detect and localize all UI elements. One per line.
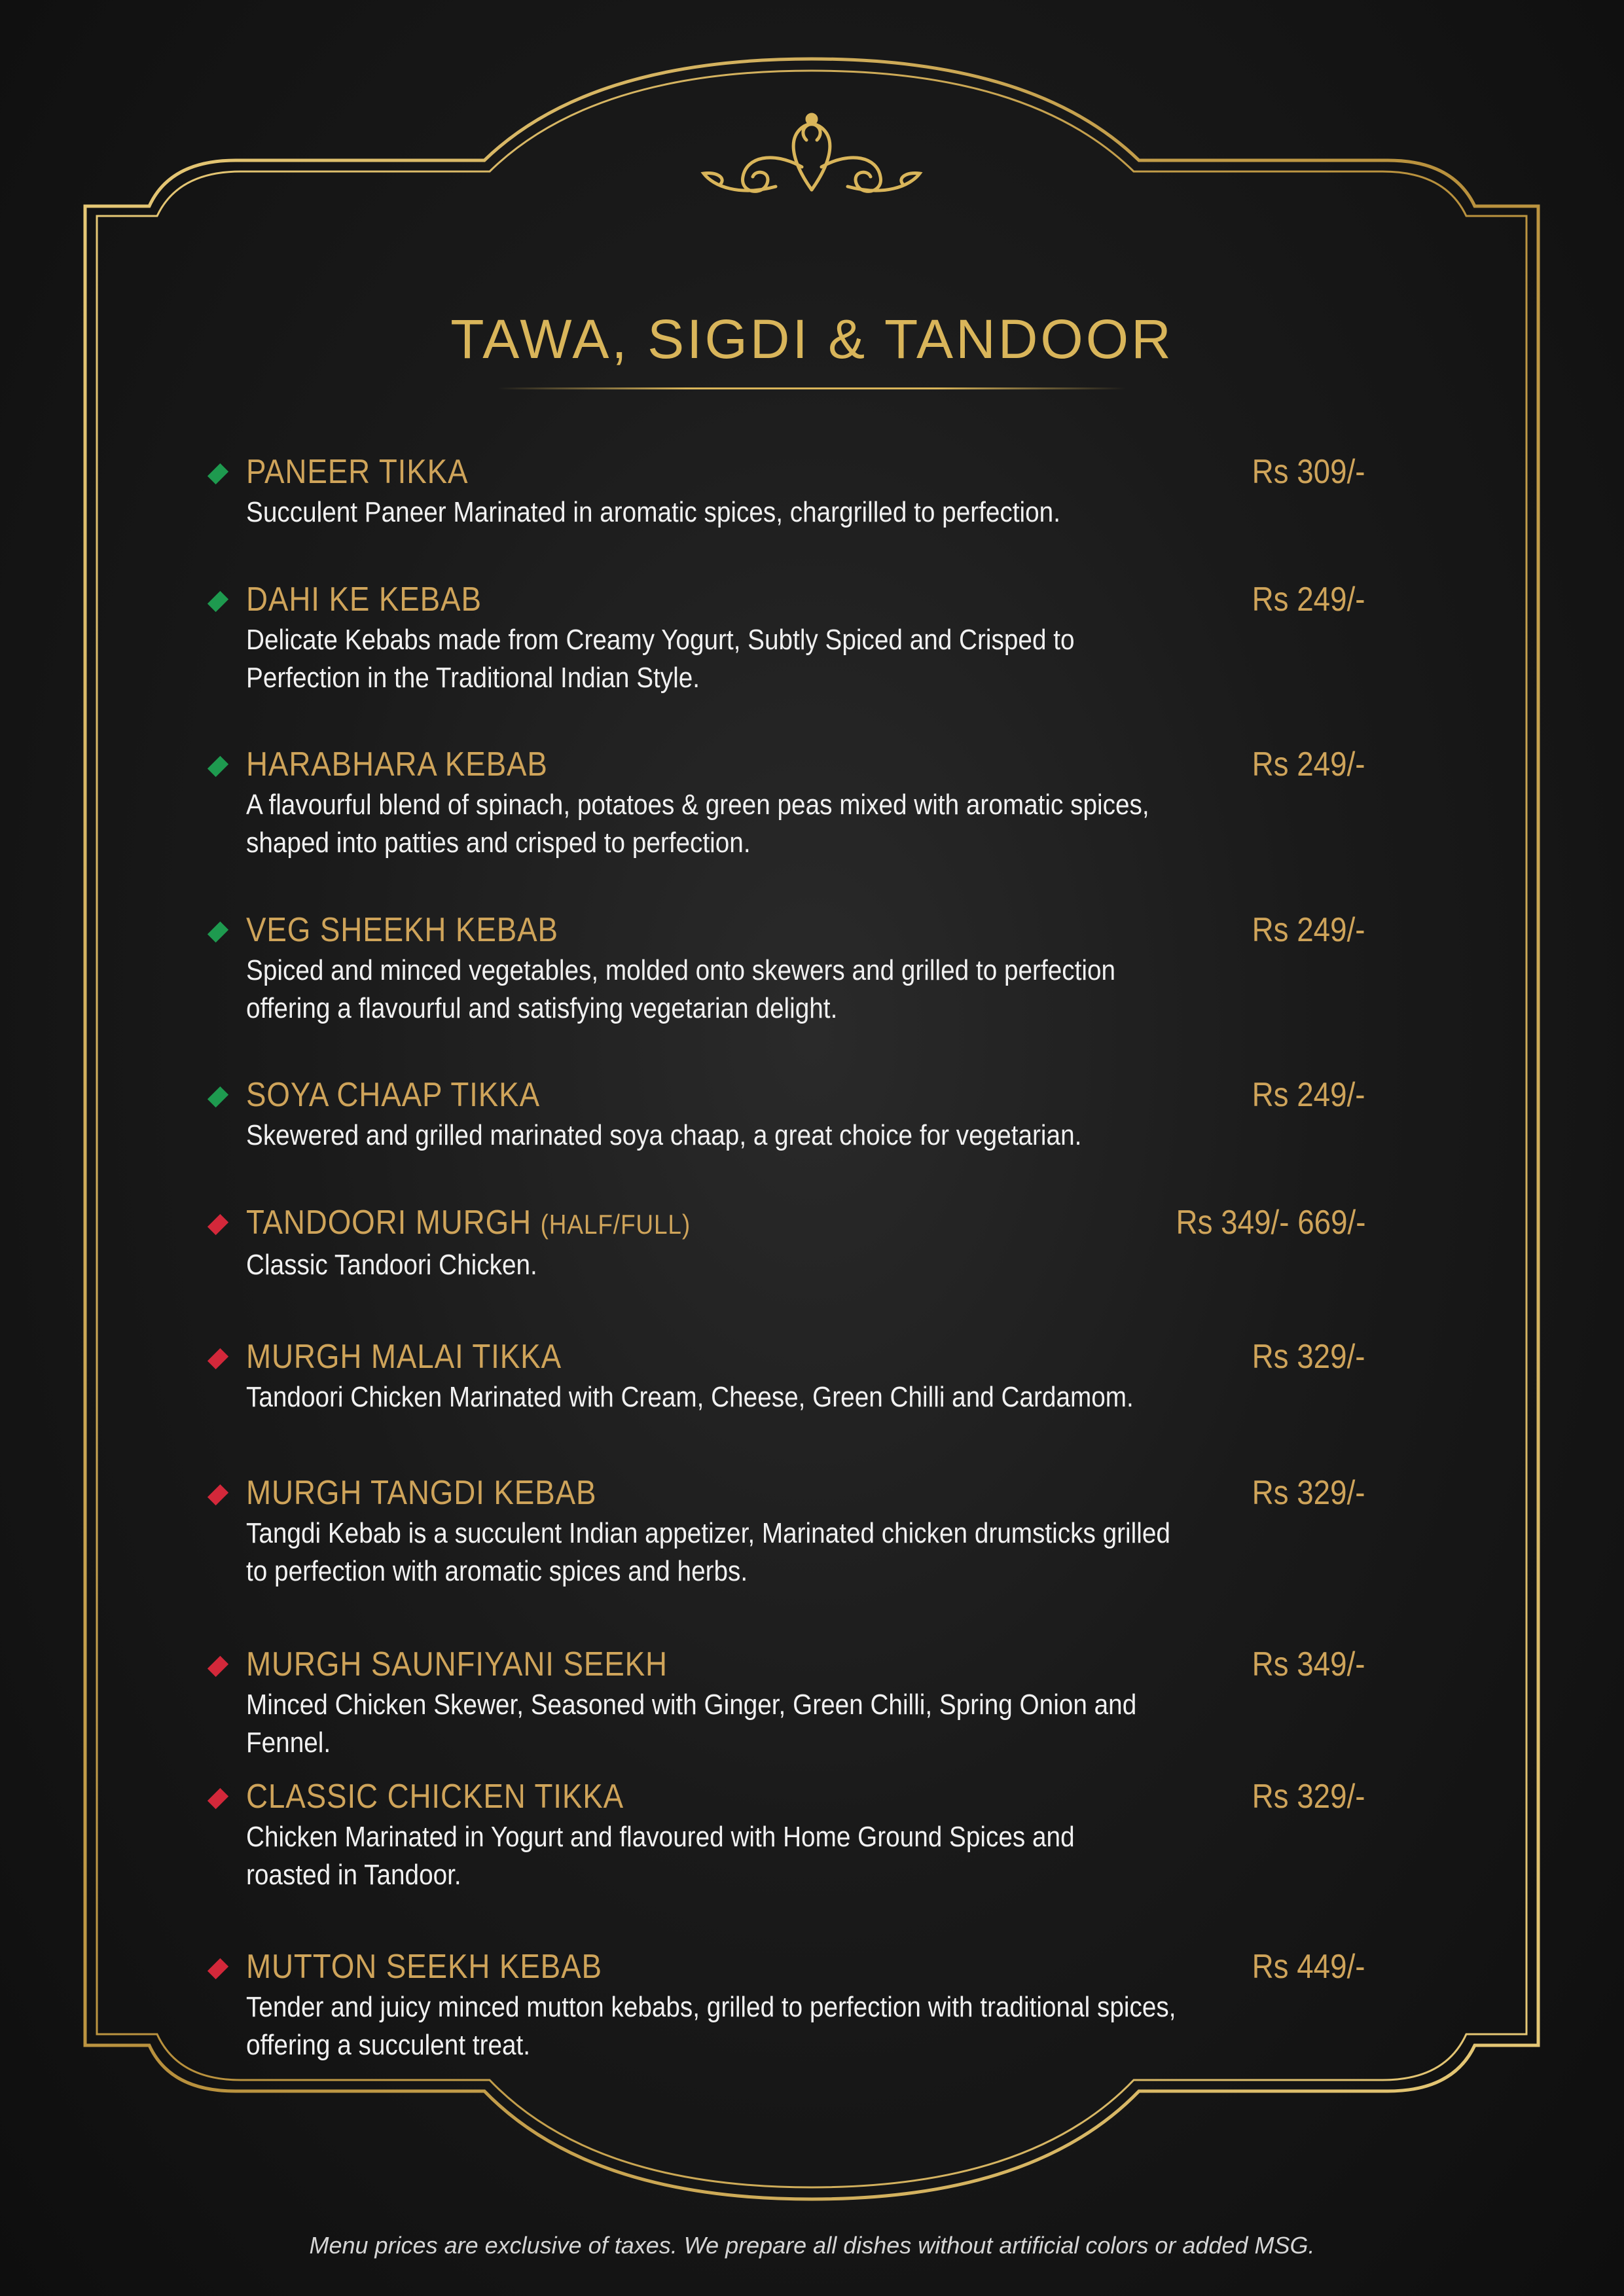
item-name-text: CLASSIC CHICKEN TIKKA — [246, 1778, 624, 1816]
item-description: Tandoori Chicken Marinated with Cream, Cheese, Green Chilli and Cardamom. — [246, 1381, 1134, 1413]
footer-note: Menu prices are exclusive of taxes. We prepare all dishes without artificial colors or added MSG. — [309, 2232, 1315, 2259]
item-description: Classic Tandoori Chicken. — [246, 1249, 537, 1281]
item-name-text: MURGH SAUNFIYANI SEEKH — [246, 1645, 668, 1683]
item-name — [246, 1073, 1231, 1117]
menu-item — [246, 1073, 1365, 1155]
menu-item — [246, 578, 1365, 697]
item-description: Tangdi Kebab is a succulent Indian appetizer, Marinated chicken drumsticks grilled to perfection with aromatic spices and herbs. — [246, 1517, 1170, 1587]
page-title: TAWA, SIGDI & TANDOOR — [450, 308, 1174, 370]
item-price: Rs 349/- 669/- — [1176, 1204, 1365, 1242]
item-name — [246, 908, 1231, 952]
item-name-text: SOYA CHAAP TIKKA — [246, 1076, 540, 1114]
menu-item — [246, 450, 1365, 531]
item-name — [246, 578, 1231, 621]
item-price: Rs 349/- — [1252, 1645, 1365, 1683]
menu-item — [246, 1471, 1365, 1590]
item-name-text: HARABHARA KEBAB — [246, 745, 548, 783]
item-description: Delicate Kebabs made from Creamy Yogurt, Subtly Spiced and Crisped to Perfection in the Traditional Indian Style. — [246, 624, 1075, 694]
item-name-text: MUTTON SEEKH KEBAB — [246, 1948, 602, 1986]
item-price: Rs 449/- — [1252, 1948, 1365, 1986]
item-name-text: MURGH MALAI TIKKA — [246, 1338, 562, 1376]
item-name-text: MURGH TANGDI KEBAB — [246, 1474, 597, 1512]
item-name — [246, 743, 1231, 786]
item-price: Rs 249/- — [1252, 745, 1365, 783]
item-description: A flavourful blend of spinach, potatoes & green peas mixed with aromatic spices, shaped into patties and crisped to perfection. — [246, 789, 1149, 859]
item-description: Succulent Paneer Marinated in aromatic spices, chargrilled to perfection. — [246, 496, 1060, 528]
item-name-text: DAHI KE KEBAB — [246, 581, 482, 619]
menu-item — [246, 908, 1365, 1028]
ornament-flourish-icon — [704, 115, 920, 191]
item-price: Rs 309/- — [1252, 453, 1365, 491]
menu-item — [246, 1643, 1365, 1762]
item-name-text: VEG SHEEKH KEBAB — [246, 911, 558, 949]
item-name — [246, 1335, 1231, 1378]
item-name — [246, 1471, 1231, 1515]
item-name — [246, 1775, 1231, 1818]
menu-item — [246, 1775, 1365, 1894]
item-description: Chicken Marinated in Yogurt and flavoured with Home Ground Spices and roasted in Tandoor. — [246, 1821, 1075, 1891]
item-price: Rs 249/- — [1252, 581, 1365, 619]
item-description: Skewered and grilled marinated soya chaap, a great choice for vegetarian. — [246, 1119, 1082, 1151]
item-name-note: (HALF/FULL) — [540, 1209, 691, 1240]
item-description: Minced Chicken Skewer, Seasoned with Ginger, Green Chilli, Spring Onion and Fennel. — [246, 1689, 1137, 1759]
item-price: Rs 329/- — [1252, 1474, 1365, 1512]
item-price: Rs 329/- — [1252, 1338, 1365, 1376]
menu-item — [246, 1335, 1365, 1416]
item-name-text: PANEER TIKKA — [246, 453, 469, 491]
item-name — [246, 450, 1231, 493]
title-divider — [497, 387, 1126, 389]
item-name — [246, 1643, 1231, 1686]
item-description: Spiced and minced vegetables, molded onto skewers and grilled to perfection offering a flavourful and satisfying vegetarian delight. — [246, 954, 1116, 1024]
item-name — [246, 1201, 1231, 1246]
item-price: Rs 329/- — [1252, 1778, 1365, 1816]
item-name-text: TANDOORI MURGH — [246, 1204, 532, 1242]
item-name — [246, 1945, 1231, 1988]
item-description: Tender and juicy minced mutton kebabs, grilled to perfection with traditional spices, offering a succulent treat. — [246, 1991, 1176, 2061]
menu-item — [246, 1201, 1365, 1284]
menu-item — [246, 743, 1365, 862]
menu-item — [246, 1945, 1365, 2064]
item-price: Rs 249/- — [1252, 1076, 1365, 1114]
item-price: Rs 249/- — [1252, 911, 1365, 949]
